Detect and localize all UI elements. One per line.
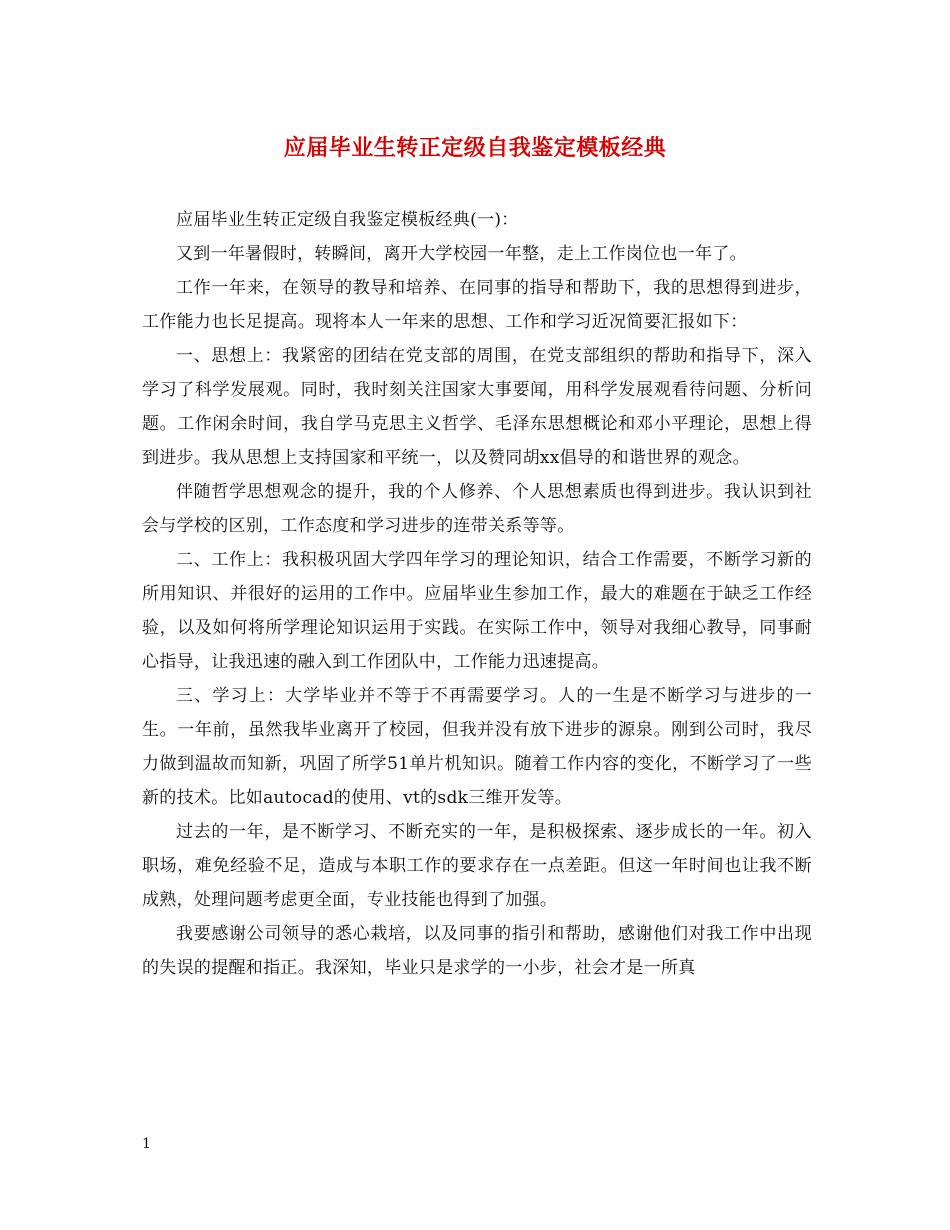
paragraph: 二、工作上：我积极巩固大学四年学习的理论知识，结合工作需要，不断学习新的所用知识、并很好的运用的工作中。应届毕业生参加工作，最大的难题在于缺乏工作经验，以及如何将所学理论知识运用于实践。在实际工作中，领导对我细心教导，同事耐心指导，让我迅速的融入到工作团队中，工作能力迅速提高。 — [142, 550, 812, 672]
document-title: 应届毕业生转正定级自我鉴定模板经典 — [283, 135, 667, 161]
paragraph: 工作一年来，在领导的教导和培养、在同事的指导和帮助下，我的思想得到进步，工作能力也长足提高。现将本人一年来的思想、工作和学习近况简要汇报如下： — [142, 278, 812, 332]
paragraph: 一、思想上：我紧密的团结在党支部的周围，在党支部组织的帮助和指导下，深入学习了科学发展观。同时，我时刻关注国家大事要闻，用科学发展观看待问题、分析问题。工作闲余时间，我自学马克思主义哲学、毛泽东思想概论和邓小平理论，思想上得到进步。我从思想上支持国家和平统一，以及赞同胡xx倡导的和谐世界的观念。 — [142, 346, 812, 468]
paragraph: 我要感谢公司领导的悉心栽培，以及同事的指引和帮助，感谢他们对我工作中出现的失误的提醒和指正。我深知，毕业只是求学的一小步，社会才是一所真 — [142, 924, 812, 978]
page-number: 1 — [142, 1136, 151, 1152]
paragraph: 过去的一年，是不断学习、不断充实的一年，是积极探索、逐步成长的一年。初入职场，难免经验不足，造成与本职工作的要求存在一点差距。但这一年时间也让我不断成熟，处理问题考虑更全面，专业技能也得到了加强。 — [142, 822, 812, 910]
document-body — [142, 203, 812, 985]
paragraph: 又到一年暑假时，转瞬间，离开大学校园一年整，走上工作岗位也一年了。 — [176, 244, 747, 264]
paragraph: 三、学习上：大学毕业并不等于不再需要学习。人的一生是不断学习与进步的一生。一年前，虽然我毕业离开了校园，但我并没有放下进步的源泉。刚到公司时，我尽力做到温故而知新，巩固了所学51单片机知识。随着工作内容的变化，不断学习了一些新的技术。比如autocad的使用、vt的sdk三维开发等。 — [142, 686, 812, 808]
paragraph: 伴随哲学思想观念的提升，我的个人修养、个人思想素质也得到进步。我认识到社会与学校的区别，工作态度和学习进步的连带关系等等。 — [142, 482, 812, 536]
paragraph-subtitle: 应届毕业生转正定级自我鉴定模板经典(一)： — [176, 210, 519, 230]
